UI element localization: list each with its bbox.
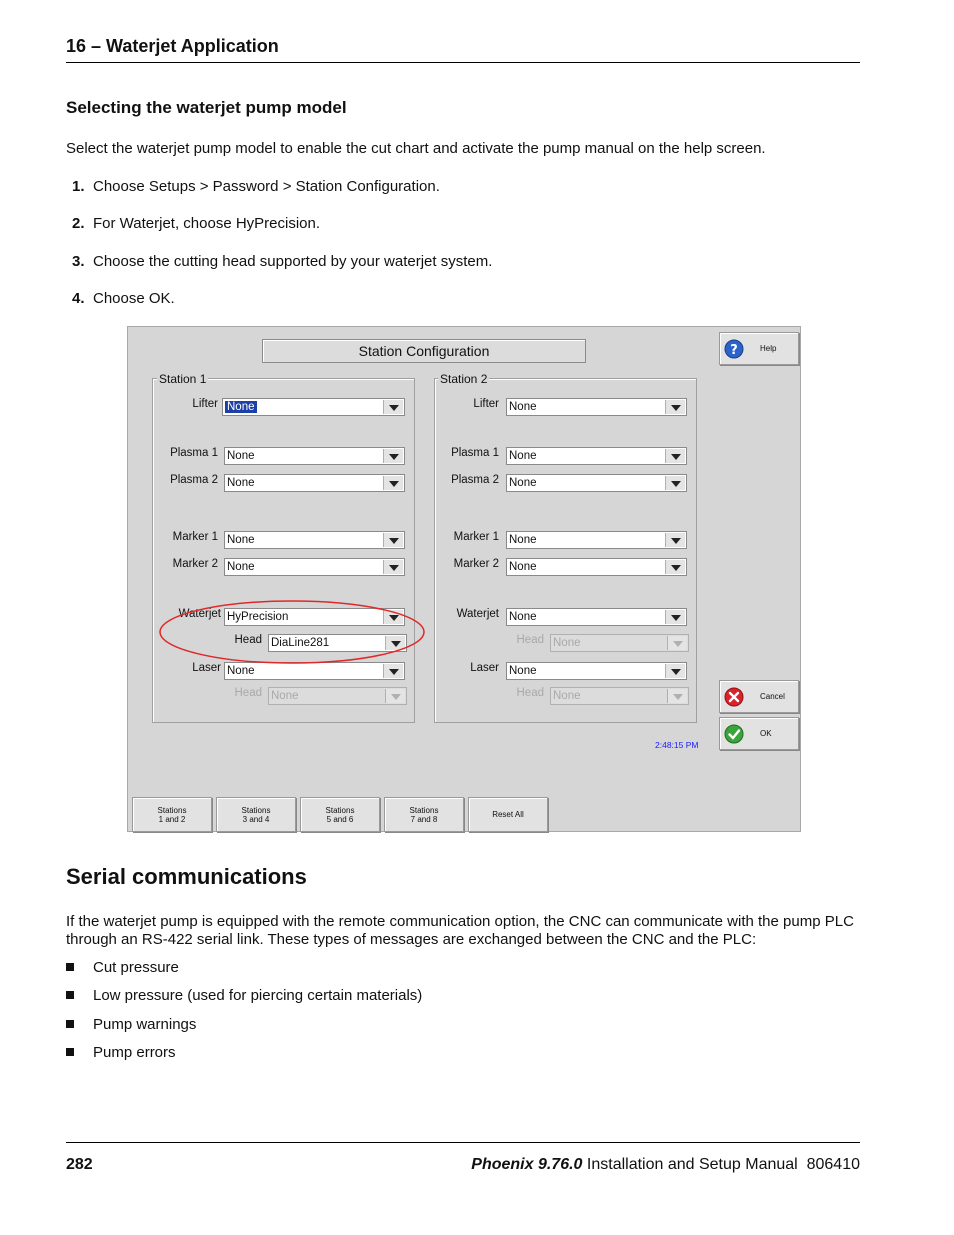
bullet-item: Low pressure (used for piercing certain materials) (66, 987, 422, 1004)
chevron-down-icon (665, 449, 685, 463)
chevron-down-icon (665, 400, 685, 414)
station-1-marker2-label: Marker 2 (172, 558, 218, 570)
svg-text:?: ? (730, 343, 738, 358)
station-2-marker1-select[interactable]: None (506, 531, 687, 549)
station-2-laser-label: Laser (470, 662, 499, 674)
chevron-down-icon (665, 664, 685, 678)
station-2-marker2-select[interactable]: None (506, 558, 687, 576)
station-2-plasma1-label: Plasma 1 (451, 447, 499, 459)
checkmark-icon (724, 724, 744, 744)
serial-title: Serial communications (66, 864, 307, 889)
step-4: 4. Choose OK. (72, 290, 175, 307)
chevron-down-icon (667, 689, 687, 703)
station-1-waterjet-head-select[interactable]: DiaLine281 (268, 634, 407, 652)
help-icon (724, 339, 744, 359)
serial-intro: If the waterjet pump is equipped with the remote communication option, the CNC can communicate with the pump PLC through an RS-422 serial link. These types of messages are exchanged between the CNC and the PLC: (66, 913, 854, 948)
station-1-waterjet-select[interactable]: HyPrecision (224, 608, 405, 626)
station-1-plasma2-label: Plasma 2 (170, 474, 218, 486)
chevron-down-icon (383, 449, 403, 463)
footer-rule (66, 1142, 860, 1143)
station-1-lifter-label: Lifter (192, 398, 218, 410)
chevron-down-icon (383, 533, 403, 547)
station-2-waterjet-label: Waterjet (456, 608, 499, 620)
stations-3-4-button[interactable]: Stations 3 and 4 (216, 797, 296, 832)
station-1-marker2-select[interactable]: None (224, 558, 405, 576)
bullet-item: Pump errors (66, 1044, 176, 1061)
chevron-down-icon (383, 476, 403, 490)
chapter-heading: 16 – Waterjet Application (66, 36, 279, 56)
section-title: Selecting the waterjet pump model (66, 98, 347, 117)
page-number: 282 (66, 1156, 93, 1173)
chevron-down-icon (665, 560, 685, 574)
station-1-laser-head-select: None (268, 687, 407, 705)
station-1-waterjet-label: Waterjet (178, 608, 221, 620)
station-2-waterjet-select[interactable]: None (506, 608, 687, 626)
station-2-plasma1-select[interactable]: None (506, 447, 687, 465)
cancel-button[interactable]: Cancel (719, 680, 799, 713)
station-1-plasma1-select[interactable]: None (224, 447, 405, 465)
station-1-title: Station 1 (159, 372, 207, 386)
chevron-down-icon (665, 610, 685, 624)
station-2-laser-head-label: Head (516, 687, 544, 699)
station-2-lifter-label: Lifter (473, 398, 499, 410)
station-2-plasma2-select[interactable]: None (506, 474, 687, 492)
station-1-laser-select[interactable]: None (224, 662, 405, 680)
chevron-down-icon (665, 533, 685, 547)
ok-button[interactable]: OK (719, 717, 799, 750)
station-1-plasma1-label: Plasma 1 (170, 447, 218, 459)
chevron-down-icon (383, 560, 403, 574)
footer-manual-title: Phoenix 9.76.0 Installation and Setup Manual 806410 (471, 1156, 860, 1173)
station-1-waterjet-head-label: Head (234, 634, 262, 646)
reset-all-button[interactable]: Reset All (468, 797, 548, 832)
chevron-down-icon (665, 476, 685, 490)
station-2-laser-head-select: None (550, 687, 689, 705)
bullet-item: Pump warnings (66, 1016, 196, 1033)
step-1: 1. Choose Setups > Password > Station Configuration. (72, 178, 440, 195)
station-2-lifter-select[interactable]: None (506, 398, 687, 416)
chevron-down-icon (385, 689, 405, 703)
station-2-marker2-label: Marker 2 (453, 558, 499, 570)
station-2-title: Station 2 (440, 372, 488, 386)
stations-1-2-button[interactable]: Stations 1 and 2 (132, 797, 212, 832)
section-intro: Select the waterjet pump model to enable the cut chart and activate the pump manual on the help screen. (66, 140, 766, 157)
chevron-down-icon (383, 400, 403, 414)
station-1-laser-head-label: Head (234, 687, 262, 699)
help-button[interactable]: ? Help (719, 332, 799, 365)
station-2-marker1-label: Marker 1 (453, 531, 499, 543)
chevron-down-icon (667, 636, 687, 650)
station-2-laser-select[interactable]: None (506, 662, 687, 680)
stations-7-8-button[interactable]: Stations 7 and 8 (384, 797, 464, 832)
clock-display: 2:48:15 PM (655, 740, 699, 750)
header-rule (66, 62, 860, 63)
close-icon (724, 687, 744, 707)
step-2: 2. For Waterjet, choose HyPrecision. (72, 215, 321, 232)
stations-5-6-button[interactable]: Stations 5 and 6 (300, 797, 380, 832)
station-1-marker1-label: Marker 1 (172, 531, 218, 543)
bullet-item: Cut pressure (66, 959, 179, 976)
station-2-waterjet-head-label: Head (516, 634, 544, 646)
station-1-plasma2-select[interactable]: None (224, 474, 405, 492)
station-1-laser-label: Laser (192, 662, 221, 674)
station-1-lifter-select[interactable]: None (222, 398, 405, 416)
station-2-plasma2-label: Plasma 2 (451, 474, 499, 486)
station-configuration-screen (127, 326, 801, 832)
station-2-waterjet-head-select: None (550, 634, 689, 652)
station-1-marker1-select[interactable]: None (224, 531, 405, 549)
highlight-ellipse (156, 597, 428, 667)
screen-title: Station Configuration (262, 339, 586, 363)
step-3: 3. Choose the cutting head supported by your waterjet system. (72, 253, 493, 270)
